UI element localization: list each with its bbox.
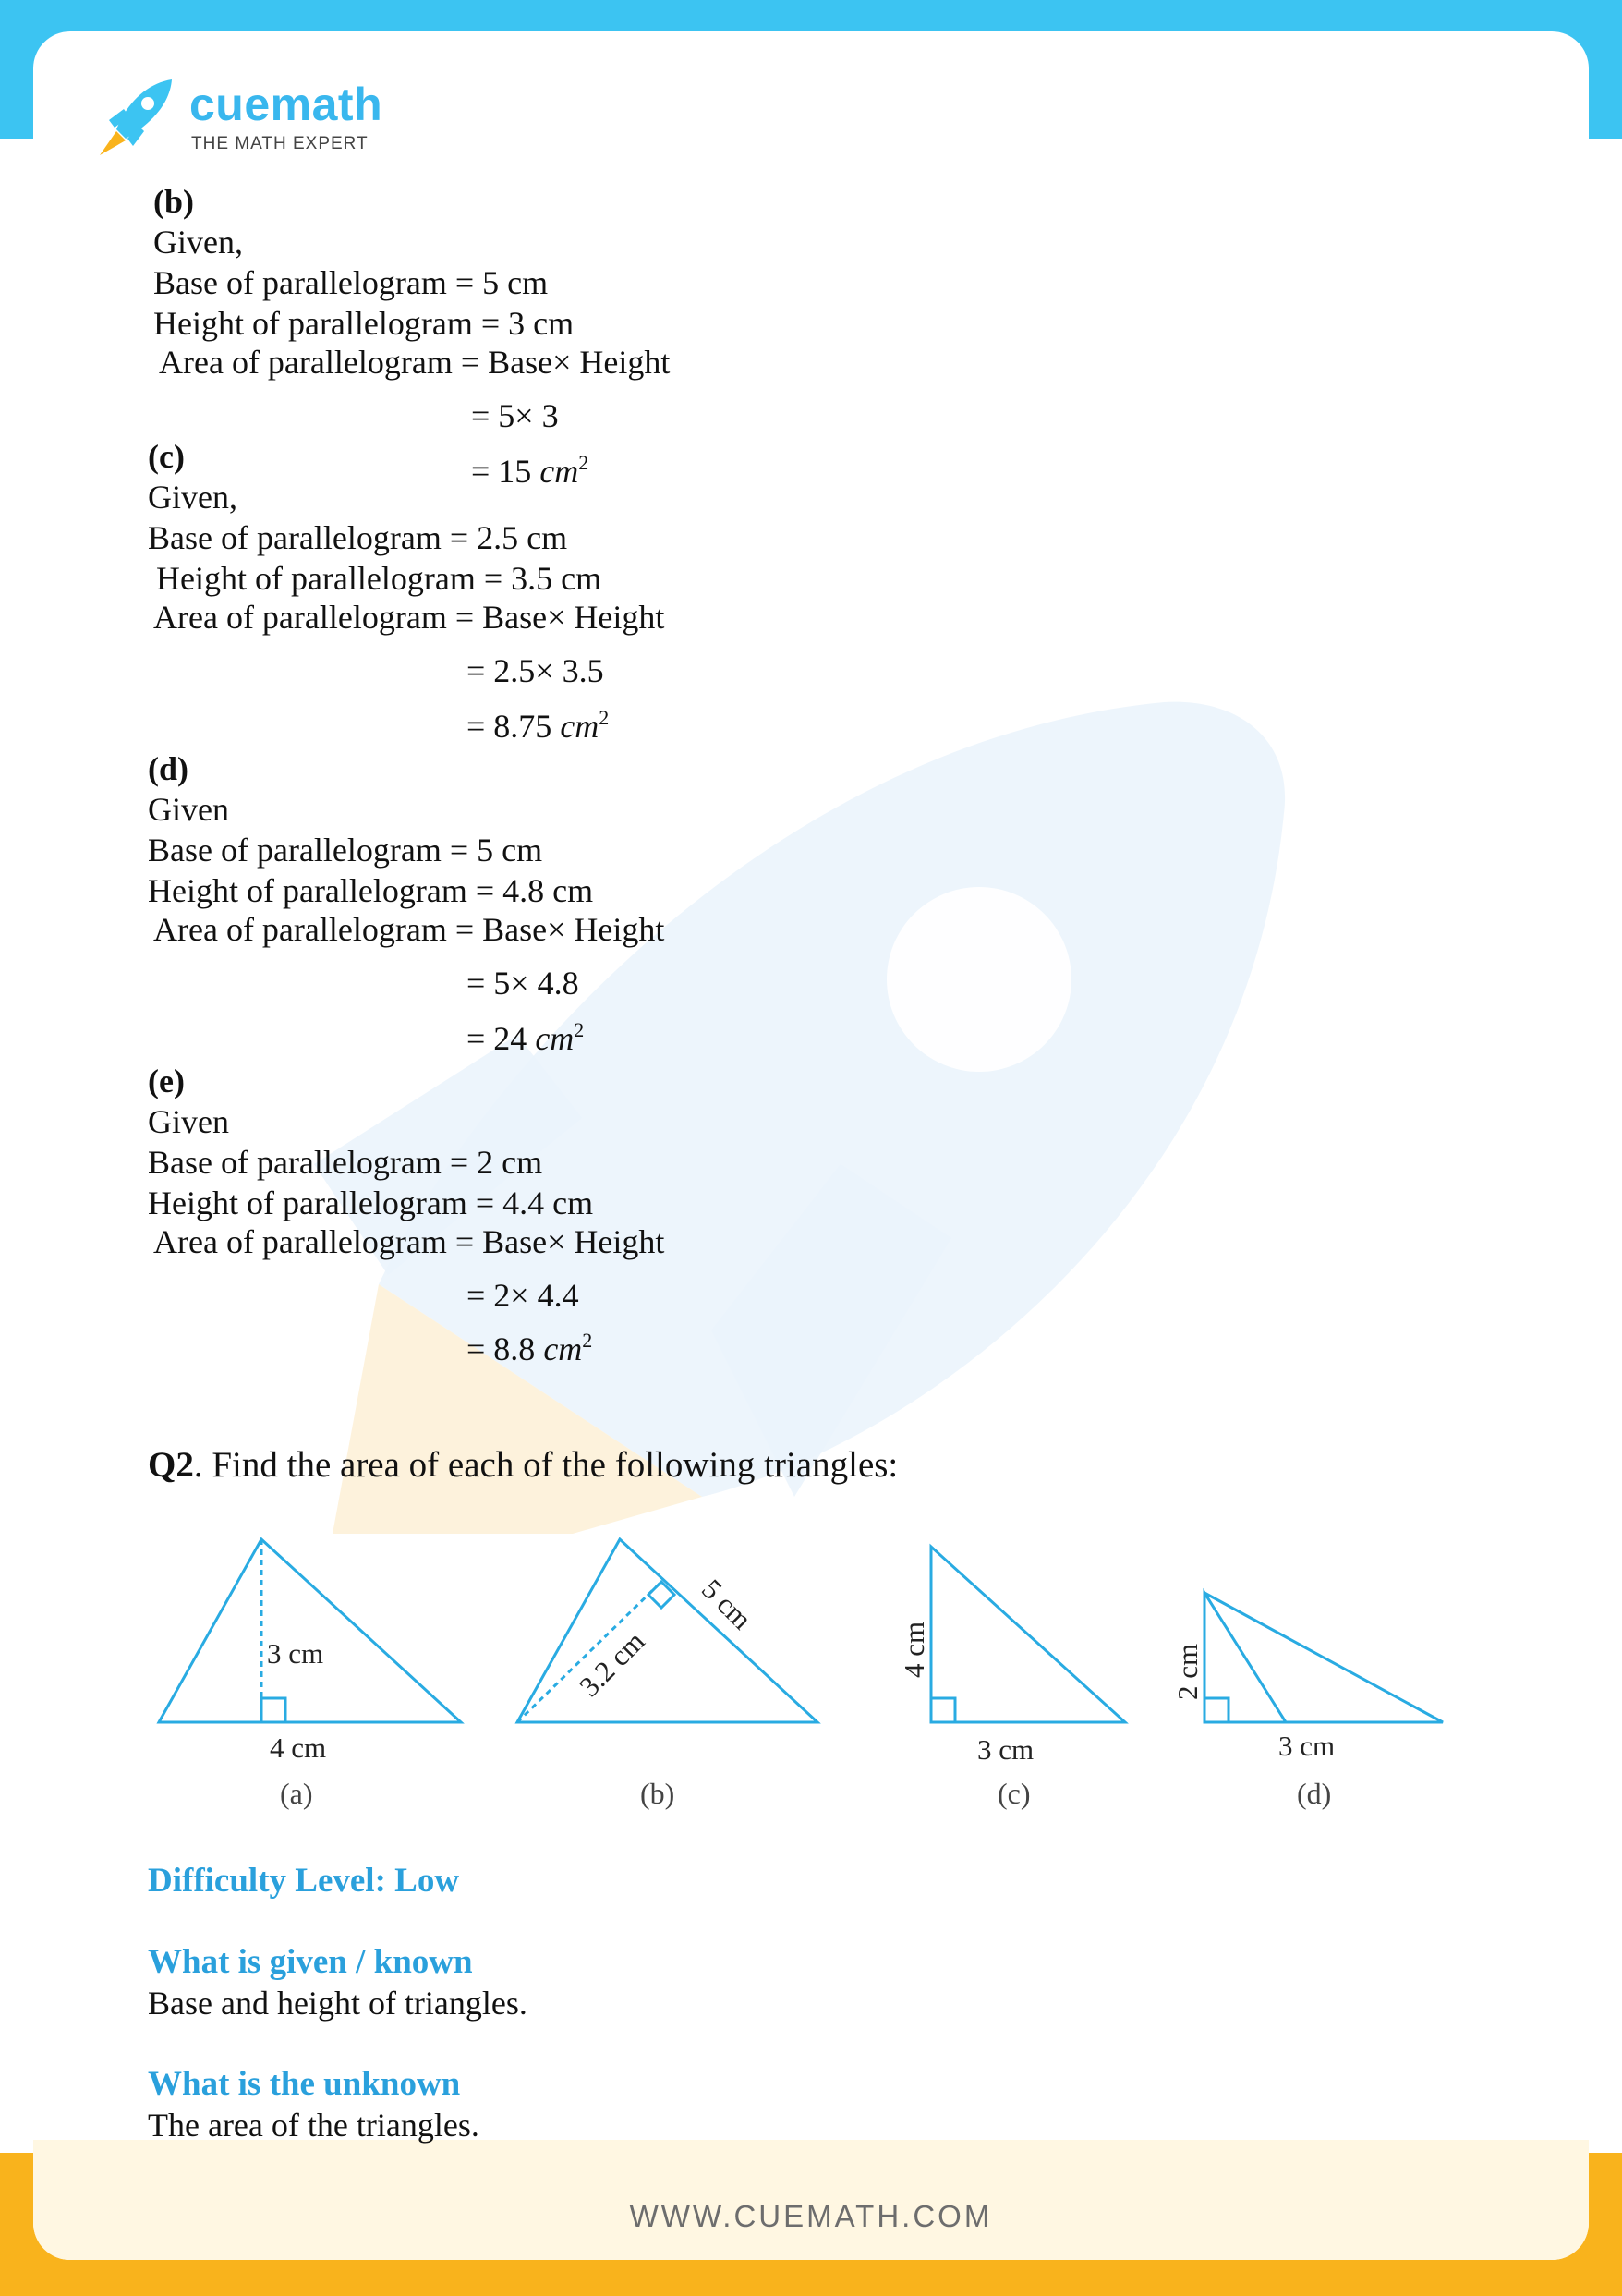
- part-label: (d): [148, 750, 188, 787]
- triangle-d-outer: [1204, 1593, 1443, 1722]
- unknown-heading: What is the unknown: [148, 2065, 461, 2103]
- part-label: (b): [153, 183, 194, 220]
- calc-step: = 2.5× 3.5: [466, 652, 604, 689]
- fig-a-height-label: 3 cm: [267, 1637, 324, 1670]
- fig-c-caption: (c): [998, 1777, 1031, 1810]
- base-line: Base of parallelogram = 5 cm: [148, 832, 543, 869]
- base-line: Base of parallelogram = 5 cm: [153, 264, 549, 301]
- given-label: Given: [148, 791, 229, 828]
- part-label: (c): [148, 438, 185, 475]
- triangle-c: [931, 1547, 1125, 1722]
- triangle-c-right-angle: [931, 1698, 955, 1722]
- part-label: (e): [148, 1063, 185, 1099]
- given-label: Given: [148, 1103, 229, 1140]
- triangle-a-right-angle: [261, 1698, 285, 1722]
- area-result: = 8.8 $cm^2$: [466, 1329, 593, 1367]
- logo-wordmark: cuemath: [189, 79, 383, 130]
- fig-d-caption: (d): [1297, 1777, 1332, 1810]
- fig-b-height-label: 3.2 cm: [573, 1624, 651, 1703]
- area-result: = 8.75 $cm^2$: [466, 706, 610, 745]
- given-text: Base and height of triangles.: [148, 1985, 527, 2022]
- footer-website[interactable]: WWW.CUEMATH.COM: [629, 2199, 993, 2233]
- height-line: Height of parallelogram = 4.8 cm: [148, 872, 594, 909]
- question-number: Q2: [148, 1445, 194, 1485]
- fig-d-base-label: 3 cm: [1278, 1730, 1336, 1762]
- calc-step: = 5× 3: [471, 397, 559, 434]
- fig-c-height-label: 4 cm: [898, 1621, 930, 1678]
- triangle-b: [517, 1539, 817, 1722]
- area-formula: Area of parallelogram = Base× Height: [153, 1223, 665, 1260]
- area-formula: Area of parallelogram = Base× Height: [153, 599, 665, 636]
- base-line: Base of parallelogram = 2.5 cm: [148, 519, 568, 556]
- calc-step: = 5× 4.8: [466, 965, 579, 1002]
- fig-b-caption: (b): [640, 1777, 675, 1810]
- area-formula: Area of parallelogram = Base× Height: [159, 344, 671, 381]
- triangle-d-right-angle: [1204, 1698, 1229, 1722]
- fig-b-side-label: 5 cm: [696, 1573, 759, 1636]
- question-text: . Find the area of each of the following triangles:: [193, 1445, 899, 1485]
- area-result: = 15 $cm^2$: [471, 451, 589, 490]
- height-line: Height of parallelogram = 3.5 cm: [156, 560, 602, 597]
- calc-step: = 2× 4.4: [466, 1277, 579, 1314]
- triangle-a: [159, 1539, 461, 1722]
- given-heading: What is given / known: [148, 1943, 473, 1981]
- logo-tagline: THE MATH EXPERT: [191, 134, 369, 153]
- triangle-d: [1204, 1593, 1286, 1722]
- unknown-text: The area of the triangles.: [148, 2107, 479, 2144]
- given-label: Given,: [148, 479, 237, 516]
- area-formula: Area of parallelogram = Base× Height: [153, 911, 665, 948]
- fig-c-base-label: 3 cm: [977, 1733, 1035, 1766]
- difficulty-heading: Difficulty Level: Low: [148, 1862, 460, 1900]
- height-line: Height of parallelogram = 3 cm: [153, 305, 575, 342]
- given-label: Given,: [153, 224, 243, 261]
- fig-a-caption: (a): [280, 1777, 313, 1810]
- height-line: Height of parallelogram = 4.4 cm: [148, 1184, 594, 1221]
- base-line: Base of parallelogram = 2 cm: [148, 1144, 543, 1181]
- fig-d-height-label: 2 cm: [1171, 1643, 1204, 1700]
- area-result: = 24 $cm^2$: [466, 1018, 585, 1057]
- fig-a-base-label: 4 cm: [270, 1731, 327, 1764]
